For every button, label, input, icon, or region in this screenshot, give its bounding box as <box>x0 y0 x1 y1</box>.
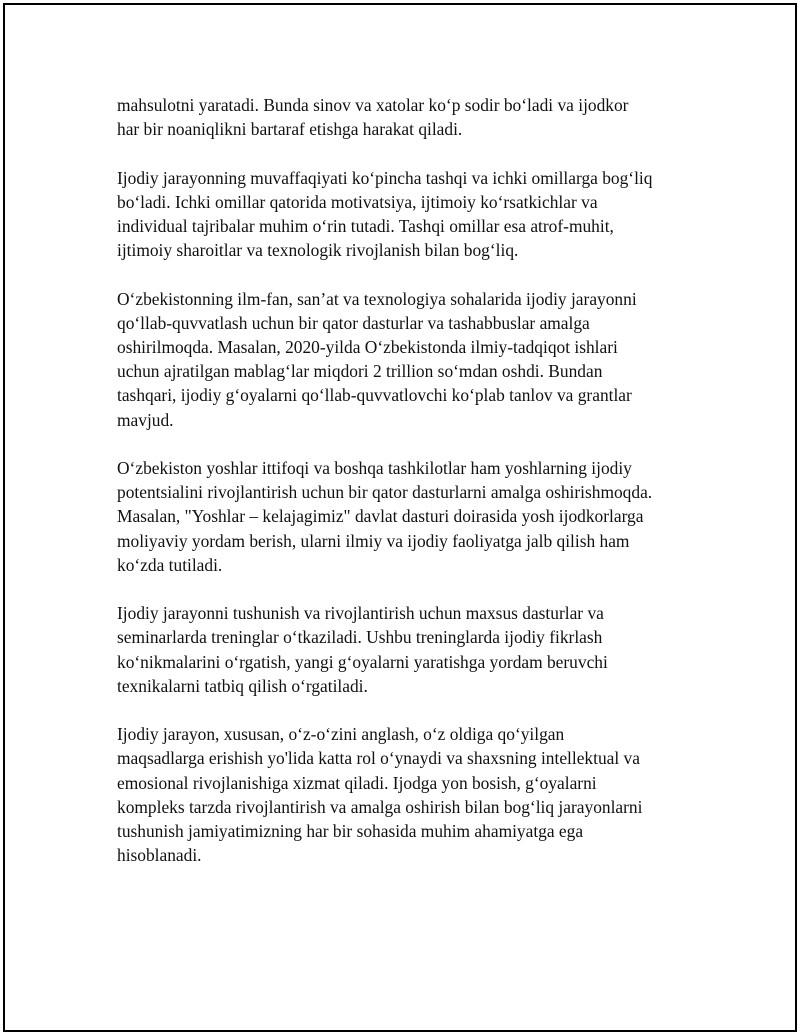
text-line: moliyaviy yordam berish, ularni ilmiy va ijodiy faoliyatga jalb qilish ham <box>117 530 630 551</box>
text-line: individual tajribalar muhim o‘rin tutadi. Tashqi omillar esa atrof-muhit, <box>117 216 614 236</box>
text-line: ko‘nikmalarini o‘rgatish, yangi g‘oyalarni yaratishga yordam beruvchi <box>117 651 608 672</box>
text-line: O‘zbekistonning ilm-fan, san’at va texnologiya sohalarida ijodiy jarayonni <box>117 288 637 309</box>
text-line: maqsadlarga erishish yo'lida katta rol o‘ynaydi va shaxsning intellektual va <box>117 748 640 769</box>
text-line: hisoblanadi. <box>117 845 202 866</box>
text-line: emosional rivojlanishiga xizmat qiladi. Ijodga yon bosish, g‘oyalarni <box>117 772 597 793</box>
text-line: potentsialini rivojlantirish uchun bir qator dasturlarni amalga oshirishmoqda. <box>117 482 653 503</box>
text-line: oshirilmoqda. Masalan, 2020-yilda O‘zbekistonda ilmiy-tadqiqot ishlari <box>117 337 618 357</box>
text-line: kompleks tarzda rivojlantirish va amalga oshirish bilan bog‘liq jarayonlarni <box>117 796 643 817</box>
paragraph-1 <box>117 93 697 141</box>
paragraph-3 <box>117 287 697 432</box>
text-line: ijtimoiy sharoitlar va texnologik rivojlanish bilan bog‘liq. <box>117 240 519 261</box>
text-line: qo‘llab-quvvatlash uchun bir qator dasturlar va tashabbuslar amalga <box>117 312 590 333</box>
document-body <box>117 93 697 892</box>
text-line: seminarlarda treninglar o‘tkaziladi. Ushbu treninglarda ijodiy fikrlash <box>117 627 603 648</box>
text-line: texnikalarni tatbiq qilish o‘rgatiladi. <box>117 675 368 696</box>
text-line: Ijodiy jarayonni tushunish va rivojlantirish uchun maxsus dasturlar va <box>117 603 604 624</box>
text-line: tashqari, ijodiy g‘oyalarni qo‘llab-quvvatlovchi ko‘plab tanlov va grantlar <box>117 385 632 406</box>
paragraph-6 <box>117 722 697 867</box>
text-line: Masalan, "Yoshlar – kelajagimiz" davlat dasturi doirasida yosh ijodkorlarga <box>117 506 644 527</box>
text-line: Ijodiy jarayon, xususan, o‘z-o‘zini anglash, o‘z oldiga qo‘yilgan <box>117 724 565 745</box>
text-line: mahsulotni yaratadi. Bunda sinov va xatolar ko‘p sodir bo‘ladi va ijodkor <box>117 95 629 115</box>
text-line: mavjud. <box>117 409 174 430</box>
text-line: O‘zbekiston yoshlar ittifoqi va boshqa tashkilotlar ham yoshlarning ijodiy <box>117 458 632 478</box>
text-line: har bir noaniqlikni bartaraf etishga harakat qiladi. <box>117 119 463 140</box>
text-line: bo‘ladi. Ichki omillar qatorida motivatsiya, ijtimoiy ko‘rsatkichlar va <box>117 191 598 212</box>
paragraph-4 <box>117 456 697 577</box>
text-line: Ijodiy jarayonning muvaffaqiyati ko‘pincha tashqi va ichki omillarga bog‘liq <box>117 167 653 188</box>
paragraph-2 <box>117 166 697 263</box>
text-line: uchun ajratilgan mablag‘lar miqdori 2 trillion so‘mdan oshdi. Bundan <box>117 361 603 382</box>
text-line: ko‘zda tutiladi. <box>117 554 223 575</box>
paragraph-5 <box>117 601 697 698</box>
text-line: tushunish jamiyatimizning har bir sohasida muhim ahamiyatga ega <box>117 821 584 842</box>
